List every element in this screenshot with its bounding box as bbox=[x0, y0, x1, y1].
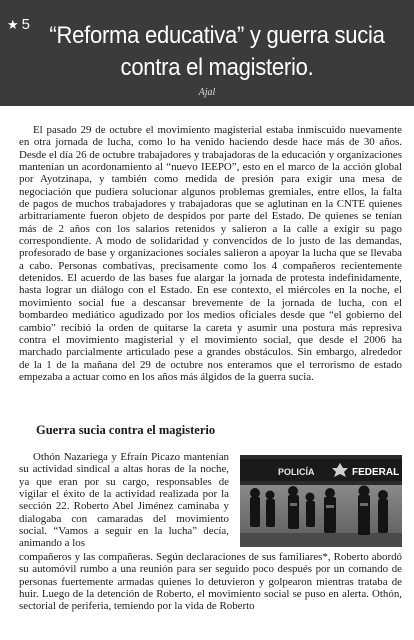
page-number-value: 5 bbox=[21, 16, 30, 33]
section-paragraph-start: Othón Nazariega y Efraín Picazo mantenían su actividad sindical a altas horas de la noche, ya que eran por su cargo, responsables de vigilar el éxito de la actividad realizada por la sección 22. Roberto Abel Jiménez caminaba y dialogaba con camaradas del movimiento social. “Vamos a seguir en la lucha” decía, animando a los bbox=[19, 451, 229, 550]
section-paragraph-continue: compañeros y las compañeras. Según declaraciones de sus familiares*, Roberto abordó su automóvil rumbo a una reunión para ser seguido poco después por un comando de personas fuertemente armadas quienes lo detuvieron y golpearon mientras trataba de huir. Luego de la detención de Roberto, el movimiento social se puso en alerta. Othón, sectorial de periferia, temiendo por la vida de Roberto bbox=[19, 551, 402, 613]
article-author: Ajal bbox=[198, 87, 216, 98]
star-icon: ★ bbox=[7, 17, 19, 32]
photo-sign-right: FEDERAL bbox=[352, 467, 400, 478]
page-number bbox=[7, 16, 30, 33]
section-subheading: Guerra sucia contra el magisterio bbox=[36, 423, 216, 437]
police-photo-illustration bbox=[240, 455, 402, 547]
photo-sign-left: POLICÍA bbox=[278, 467, 315, 477]
article-title: “Reforma educativa” y guerra sucia contra el magisterio. bbox=[49, 22, 385, 81]
article-header bbox=[0, 0, 414, 106]
intro-paragraph: El pasado 29 de octubre el movimiento magisterial estaba inmiscuido nuevamente en otra jornada de lucha, como lo ha venido haciendo desde hace más de 30 años. Desde el día 26 de octubre trabajadores y trabajadoras de la educación y organizaciones mantenían un acordonamiento al “nuevo IEEPO”, esto en el marco de la acción global por Ayotzinapa, y también como medida de presión para exigir una mesa de negociación que pudiera solucionar algunos problemas gremiales, entre ellos, la falta de pagos de muchos trabajadores y trabajadoras que se aglutinan en la CNTE quienes arbitrariamente fueron objeto de despidos por parte del Estado. De quienes se tenían más de 2 años con los salarios retenidos y salieron a la calle a exigir su pago correspondiente. A modo de solidaridad y convencidos de lo justo de las demandas, profesorado de base y organizaciones sociales salieron a apoyar la lucha que se llevaba a cabo. Personas combativas, precisamente como los 4 compañeros recientemente detenidos. El acuerdo de las bases fue alargar la jornada de protesta indefinidamente, hasta lograr un diálogo con el Estado. En ese contexto, el miércoles en la noche, el movimiento social fue a descansar brevemente de la jornada de lucha, con el bombardeo mediático agudizado por los medios oficiales desde que “el gobierno del cambio” recibió la orden de quitarse la careta y asumir una postura más represiva contra el movimiento magisterial y el movimiento social, que desde el 2006 ha marchado parcialmente articulado pese a grandes obstáculos. Sin embargo, alrededor de la 1 de la mañana del 29 de octubre nos enteramos que el terrorismo de estado empezaba a actuar como en los años más álgidos de la guerra sucia. bbox=[19, 124, 402, 383]
police-photo bbox=[240, 455, 402, 547]
